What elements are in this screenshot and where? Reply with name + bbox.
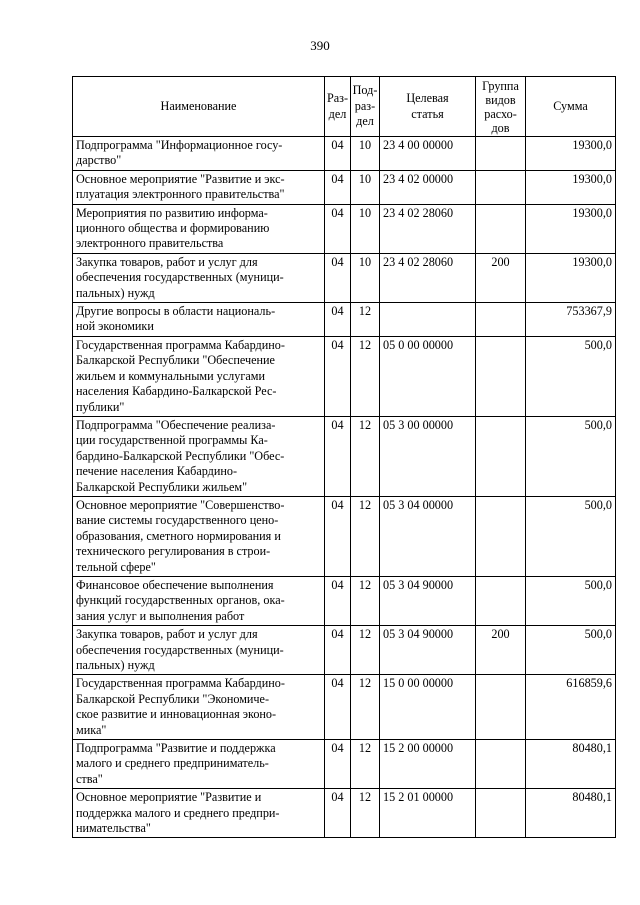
cell-group	[476, 170, 526, 204]
cell-target: 23 4 00 00000	[380, 137, 476, 171]
cell-razdel: 04	[325, 576, 351, 625]
cell-target	[380, 303, 476, 337]
cell-razdel: 04	[325, 626, 351, 675]
cell-name: Основное мероприятие "Развитие и экс- плуатация электронного правительства"	[73, 170, 325, 204]
cell-target: 15 2 00 00000	[380, 740, 476, 789]
cell-group	[476, 336, 526, 416]
table-row	[73, 253, 616, 302]
cell-podrazdel: 12	[351, 496, 380, 576]
cell-sum: 19300,0	[526, 137, 616, 171]
cell-sum: 753367,9	[526, 303, 616, 337]
cell-group	[476, 303, 526, 337]
cell-podrazdel: 12	[351, 789, 380, 838]
cell-target: 05 3 00 00000	[380, 416, 476, 496]
cell-sum: 80480,1	[526, 740, 616, 789]
cell-name: Подпрограмма "Обеспечение реализа- ции государственной программы Ка- бардино-Балкарской Республики "Обес- печение населения Кабардино- Балкарской Республики жильем"	[73, 416, 325, 496]
cell-target: 05 3 04 90000	[380, 576, 476, 625]
cell-group: 200	[476, 253, 526, 302]
cell-razdel: 04	[325, 675, 351, 740]
cell-razdel: 04	[325, 303, 351, 337]
cell-podrazdel: 12	[351, 740, 380, 789]
header-razdel: Раз- дел	[325, 77, 351, 137]
budget-table	[72, 76, 616, 838]
cell-sum: 80480,1	[526, 789, 616, 838]
table-body	[73, 137, 616, 838]
cell-target: 15 0 00 00000	[380, 675, 476, 740]
table-row	[73, 303, 616, 337]
cell-sum: 19300,0	[526, 204, 616, 253]
cell-name: Закупка товаров, работ и услуг для обеспечения государственных (муници- пальных) нужд	[73, 253, 325, 302]
table-row	[73, 496, 616, 576]
cell-target: 23 4 02 28060	[380, 253, 476, 302]
table-row	[73, 626, 616, 675]
table-row	[73, 416, 616, 496]
cell-group	[476, 675, 526, 740]
cell-razdel: 04	[325, 204, 351, 253]
cell-group	[476, 789, 526, 838]
cell-podrazdel: 12	[351, 303, 380, 337]
cell-podrazdel: 12	[351, 416, 380, 496]
cell-target: 05 0 00 00000	[380, 336, 476, 416]
cell-group	[476, 576, 526, 625]
cell-group	[476, 416, 526, 496]
cell-name: Мероприятия по развитию информа- ционного общества и формированию электронного правительства	[73, 204, 325, 253]
cell-name: Основное мероприятие "Совершенство- вание системы государственного цено- образования, сметного нормирования и технического регулирования в строи- тельной сфере"	[73, 496, 325, 576]
cell-podrazdel: 10	[351, 253, 380, 302]
cell-target: 05 3 04 00000	[380, 496, 476, 576]
cell-name: Закупка товаров, работ и услуг для обеспечения государственных (муници- пальных) нужд	[73, 626, 325, 675]
table-row	[73, 137, 616, 171]
cell-name: Подпрограмма "Развитие и поддержка малого и среднего предприниматель- ства"	[73, 740, 325, 789]
table-row	[73, 675, 616, 740]
table-row	[73, 336, 616, 416]
cell-target: 23 4 02 28060	[380, 204, 476, 253]
cell-sum: 500,0	[526, 576, 616, 625]
header-podrazdel: Под- раз- дел	[351, 77, 380, 137]
cell-razdel: 04	[325, 740, 351, 789]
cell-sum: 500,0	[526, 336, 616, 416]
cell-podrazdel: 12	[351, 675, 380, 740]
table-header-row	[73, 77, 616, 137]
header-group: Группа видов расхо- дов	[476, 77, 526, 137]
table-row	[73, 576, 616, 625]
cell-group	[476, 496, 526, 576]
cell-group: 200	[476, 626, 526, 675]
cell-name: Основное мероприятие "Развитие и поддержка малого и среднего предпри- нимательства"	[73, 789, 325, 838]
cell-razdel: 04	[325, 170, 351, 204]
cell-name: Финансовое обеспечение выполнения функций государственных органов, ока- зания услуг и выполнения работ	[73, 576, 325, 625]
cell-group	[476, 740, 526, 789]
cell-sum: 19300,0	[526, 170, 616, 204]
table-row	[73, 789, 616, 838]
header-target: Целевая статья	[380, 77, 476, 137]
cell-group	[476, 137, 526, 171]
header-name: Наименование	[73, 77, 325, 137]
cell-name: Другие вопросы в области националь- ной экономики	[73, 303, 325, 337]
table-row	[73, 740, 616, 789]
cell-target: 23 4 02 00000	[380, 170, 476, 204]
cell-podrazdel: 12	[351, 576, 380, 625]
cell-razdel: 04	[325, 416, 351, 496]
cell-podrazdel: 10	[351, 170, 380, 204]
cell-sum: 500,0	[526, 626, 616, 675]
cell-razdel: 04	[325, 253, 351, 302]
cell-sum: 616859,6	[526, 675, 616, 740]
cell-razdel: 04	[325, 496, 351, 576]
page-number: 390	[310, 38, 330, 53]
cell-target: 15 2 01 00000	[380, 789, 476, 838]
cell-sum: 19300,0	[526, 253, 616, 302]
cell-podrazdel: 12	[351, 336, 380, 416]
cell-name: Подпрограмма "Информационное госу- дарство"	[73, 137, 325, 171]
cell-razdel: 04	[325, 789, 351, 838]
table-row	[73, 204, 616, 253]
table-row	[73, 170, 616, 204]
cell-sum: 500,0	[526, 496, 616, 576]
cell-name: Государственная программа Кабардино- Балкарской Республики "Обеспечение жильем и коммунальными услугами населения Кабардино-Балкарской Рес- публики"	[73, 336, 325, 416]
cell-podrazdel: 10	[351, 137, 380, 171]
cell-target: 05 3 04 90000	[380, 626, 476, 675]
cell-podrazdel: 12	[351, 626, 380, 675]
cell-razdel: 04	[325, 336, 351, 416]
cell-podrazdel: 10	[351, 204, 380, 253]
cell-name: Государственная программа Кабардино- Балкарской Республики "Экономиче- ское развитие и инновационная эконо- мика"	[73, 675, 325, 740]
cell-razdel: 04	[325, 137, 351, 171]
header-sum: Сумма	[526, 77, 616, 137]
cell-group	[476, 204, 526, 253]
cell-sum: 500,0	[526, 416, 616, 496]
